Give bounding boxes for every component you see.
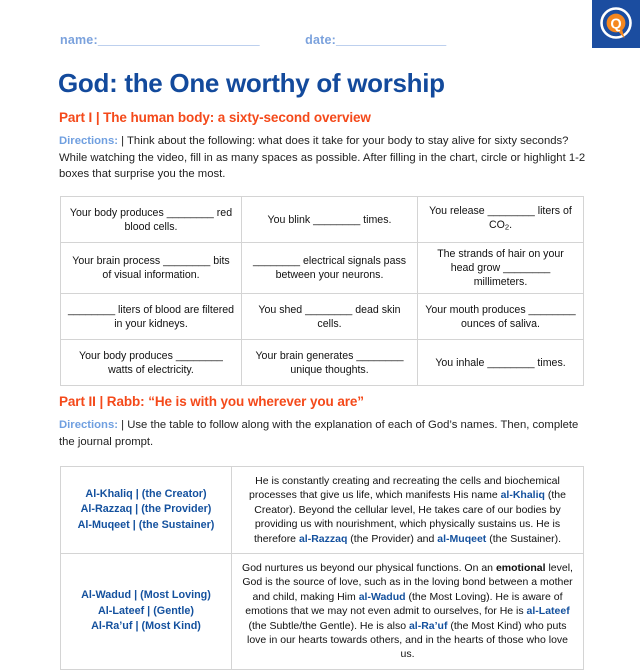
divine-name: Al-Muqeet | (the Sustainer): [77, 518, 215, 531]
page-title: God: the One worthy of worship: [58, 68, 445, 98]
fill-in-cell[interactable]: ________ liters of blood are filtered in your kidneys.: [61, 294, 242, 340]
divine-names-cell: [61, 467, 232, 554]
part2-heading: Part II | Rabb: “He is with you wherever you are”: [59, 394, 364, 409]
date-input-rule[interactable]: _________________: [336, 33, 446, 47]
fill-in-cell[interactable]: You inhale ________ times.: [418, 340, 584, 386]
fill-in-cell[interactable]: You shed ________ dead skin cells.: [242, 294, 418, 340]
divine-name: Al-Lateef | (Gentle): [97, 604, 194, 617]
table-row: [61, 340, 584, 386]
table-row: [61, 243, 584, 294]
explanation-cell: He is constantly creating and recreating the cells and biochemical processes that give us life, which manifests His name al-Khaliq (the Creator). Beyond the cellular level, He takes care of our bodies by providing us with nourishment, which physically sustains us. He is therefore al-Razzaq (the Provider) and al-Muqeet (the Sustainer).: [232, 467, 584, 554]
table-row: [61, 294, 584, 340]
explanation-cell: God nurtures us beyond our physical functions. On an emotional level, God is the source of love, such as in the loving bond between a mother and child, making Him al-Wadud (the Most Loving). He is aware of emotions that we may not even admit to ourselves, for He is al-Lateef (the Subtle/the Gentle). He is also al-Ra’uf (the Most Kind) who puts love in our hearts towards others, and in the hearts of those who love us.: [232, 554, 584, 670]
fill-in-cell[interactable]: ________ electrical signals pass between your neurons.: [242, 243, 418, 294]
date-label: date:: [305, 33, 337, 47]
divine-name: Al-Khaliq | (the Creator): [85, 487, 207, 500]
part2-directions-label: Directions:: [59, 419, 119, 431]
part1-directions-text: | Think about the following: what does it take for your body to stay alive for sixty seconds? While watching the video, fill in as many spaces as possible. After filling in the chart, circle or highlight 1-2 boxes that surprise you the most.: [59, 135, 586, 180]
divine-name: Al-Razzaq | (the Provider): [80, 503, 212, 516]
table-row: [61, 197, 584, 243]
fill-in-cell[interactable]: Your mouth produces ________ ounces of saliva.: [418, 294, 584, 340]
part2-names-table: [60, 466, 584, 670]
part2-directions-text: | Use the table to follow along with the explanation of each of God’s names. Then, complete the journal prompt.: [59, 419, 579, 448]
q-logo-icon: [599, 7, 633, 41]
fill-in-cell[interactable]: Your brain generates ________ unique thoughts.: [242, 340, 418, 386]
fill-in-cell[interactable]: Your brain process ________ bits of visual information.: [61, 243, 242, 294]
name-date-line: [60, 33, 560, 47]
part1-directions: [59, 133, 586, 183]
part1-heading: Part I | The human body: a sixty-second overview: [59, 110, 371, 125]
svg-text:Q: Q: [610, 16, 622, 33]
part1-directions-label: Directions:: [59, 135, 119, 147]
fill-in-cell[interactable]: You release ________ liters of $CO_2$.: [418, 197, 584, 243]
part1-fill-in-table: [60, 196, 584, 386]
divine-names-cell: [61, 554, 232, 670]
q-logo: [592, 0, 640, 48]
fill-in-cell[interactable]: Your body produces ________ red blood cells.: [61, 197, 242, 243]
table-row: [61, 467, 584, 554]
fill-in-cell[interactable]: Your body produces ________ watts of electricity.: [61, 340, 242, 386]
fill-in-cell[interactable]: You blink ________ times.: [242, 197, 418, 243]
name-label: name:: [60, 33, 98, 47]
name-input-rule[interactable]: _________________________: [97, 33, 260, 47]
fill-in-cell[interactable]: The strands of hair on your head grow ________ millimeters.: [418, 243, 584, 294]
table-row: [61, 554, 584, 670]
divine-name: Al-Ra’uf | (Most Kind): [91, 620, 201, 633]
part2-directions: [59, 417, 586, 450]
divine-name: Al-Wadud | (Most Loving): [81, 589, 211, 602]
